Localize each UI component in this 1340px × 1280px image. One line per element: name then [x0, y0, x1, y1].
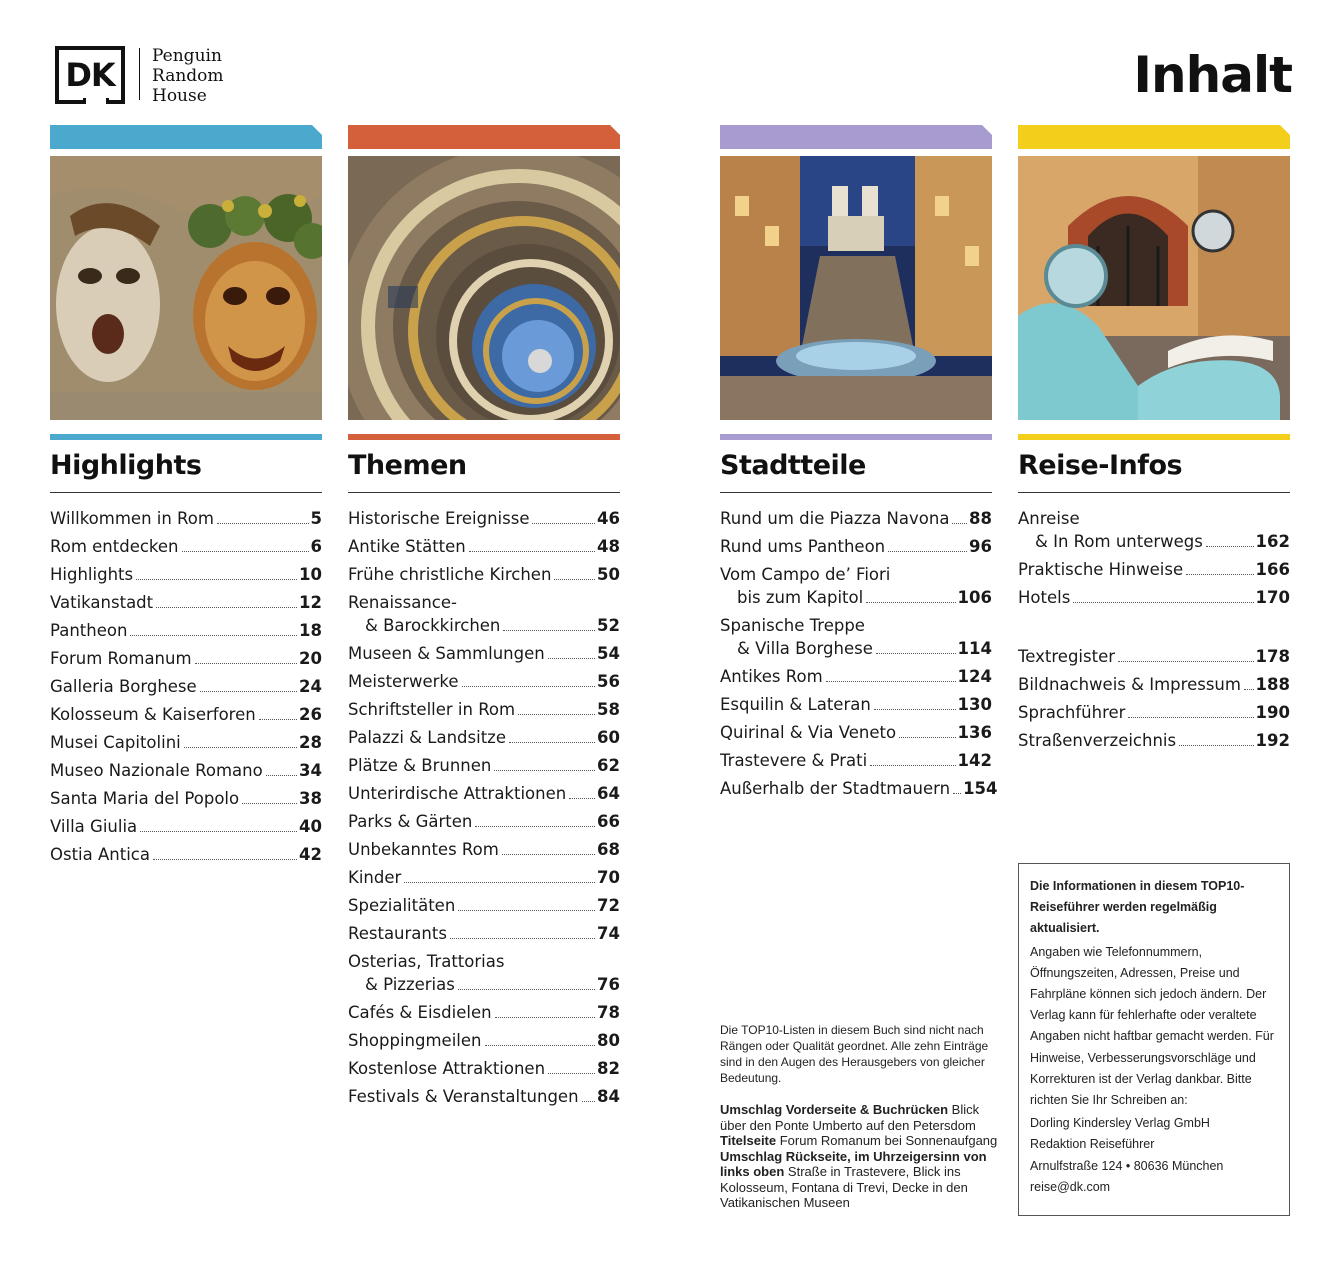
toc-entry-label: Museo Nazionale Romano	[50, 761, 263, 780]
toc-entry-label: Palazzi & Landsitze	[348, 728, 506, 747]
toc-entry[interactable]	[348, 838, 620, 861]
spiral-staircase-illustration	[348, 156, 620, 420]
toc-page-number: 84	[597, 1087, 620, 1106]
toc-entry-label: Festivals & Veranstaltungen	[348, 1087, 579, 1106]
toc-spacer	[1018, 614, 1290, 640]
toc-entry[interactable]	[50, 787, 322, 810]
logo-divider	[139, 48, 140, 100]
toc-entry-label: Sprachführer	[1018, 703, 1126, 722]
toc-entry[interactable]	[720, 563, 992, 609]
toc-entry-label: Bildnachweis & Impressum	[1018, 675, 1241, 694]
spanish-steps-image	[720, 156, 992, 420]
cover-credit-heading: Umschlag Vorderseite & Buchrücken	[720, 1102, 949, 1117]
toc-column-themen	[348, 125, 620, 1113]
toc-page-number: 46	[597, 509, 620, 528]
title-underline	[720, 492, 992, 493]
cover-credit-heading: Umschlag Rückseite, im Uhrzeigersinn von links oben	[720, 1148, 987, 1179]
toc-entry-label: Willkommen in Rom	[50, 509, 214, 528]
toc-entry[interactable]	[348, 535, 620, 558]
section-title: Reise-Infos	[1018, 450, 1183, 481]
leader-dots	[518, 714, 595, 715]
toc-list	[720, 507, 998, 800]
toc-entry-label: Renaissance-	[348, 593, 457, 612]
leader-dots	[1128, 717, 1253, 718]
cover-credits	[720, 1102, 1000, 1211]
leader-dots	[870, 765, 955, 766]
spiral-staircase-image	[348, 156, 620, 420]
leader-dots	[1118, 661, 1254, 662]
toc-list	[348, 507, 620, 1108]
toc-page-number: 76	[597, 975, 620, 994]
toc-page-number: 68	[597, 840, 620, 859]
toc-entry[interactable]	[348, 922, 620, 945]
toc-entry-label: Unterirdische Attraktionen	[348, 784, 567, 803]
leader-dots	[548, 658, 595, 659]
toc-entry[interactable]	[348, 950, 620, 996]
toc-entry[interactable]	[348, 1029, 620, 1052]
toc-page-number: 40	[299, 817, 322, 836]
toc-entry[interactable]	[50, 591, 322, 614]
leader-dots	[826, 681, 956, 682]
toc-page-number: 78	[597, 1003, 620, 1022]
toc-entry-line	[348, 950, 620, 973]
leader-dots	[503, 630, 595, 631]
vespa-scooter-image	[1018, 156, 1290, 420]
toc-entry[interactable]	[1018, 673, 1290, 696]
toc-entry-label: Pantheon	[50, 621, 128, 640]
toc-page-number: 72	[597, 896, 620, 915]
leader-dots	[462, 686, 596, 687]
toc-page-number: 162	[1255, 532, 1290, 551]
toc-page-number: 6	[310, 537, 322, 556]
color-tab	[720, 125, 992, 149]
toc-entry-label: Osterias, Trattorias	[348, 952, 505, 971]
leader-dots	[217, 523, 309, 524]
toc-entry[interactable]	[50, 507, 322, 530]
leader-dots	[130, 635, 297, 636]
toc-entry-label: Shoppingmeilen	[348, 1031, 482, 1050]
leader-dots	[458, 910, 595, 911]
toc-entry[interactable]	[720, 507, 992, 530]
toc-entry[interactable]	[348, 670, 620, 693]
toc-list	[50, 507, 322, 866]
leader-dots	[554, 579, 595, 580]
toc-page-number: 64	[597, 784, 620, 803]
toc-entry-label: Spezialitäten	[348, 896, 456, 915]
title-underline	[50, 492, 322, 493]
cover-credit	[720, 1102, 1000, 1133]
color-tab	[348, 125, 620, 149]
cover-credit-heading: Titelseite	[720, 1133, 777, 1148]
toc-entry-label: Spanische Treppe	[720, 616, 865, 635]
toc-entry-label: Meisterwerke	[348, 672, 459, 691]
toc-page-number: 82	[597, 1059, 620, 1078]
toc-entry-label: Trastevere & Prati	[720, 751, 868, 770]
toc-entry-label: Esquilin & Lateran	[720, 695, 871, 714]
toc-entry-label: Forum Romanum	[50, 649, 192, 668]
toc-entry-line	[1018, 507, 1290, 530]
publisher-name-line: Penguin	[152, 46, 222, 66]
toc-page-number: 74	[597, 924, 620, 943]
vespa-scooter-illustration	[1018, 156, 1290, 420]
toc-entry[interactable]	[720, 721, 992, 744]
toc-entry[interactable]	[348, 726, 620, 749]
page-title: Inhalt	[1133, 46, 1292, 104]
toc-page-number: 88	[969, 509, 992, 528]
toc-entry-label: & In Rom unterwegs	[1035, 532, 1203, 551]
toc-page-number: 192	[1255, 731, 1290, 750]
toc-entry[interactable]	[50, 675, 322, 698]
toc-page-number: 142	[957, 751, 992, 770]
toc-entry-label: Restaurants	[348, 924, 447, 943]
toc-entry-label: Außerhalb der Stadtmauern	[720, 779, 951, 798]
toc-entry[interactable]	[348, 698, 620, 721]
toc-page-number: 62	[597, 756, 620, 775]
leader-dots	[140, 831, 297, 832]
toc-page-number: 54	[597, 644, 620, 663]
leader-dots	[450, 938, 595, 939]
toc-page-number: 190	[1255, 703, 1290, 722]
top10-note: Die TOP10-Listen in diesem Buch sind nicht nach Rängen oder Qualität geordnet. Alle zehn Einträge sind in den Augen des Herausgebers von gleicher Bedeutung.	[720, 1023, 989, 1085]
leader-dots	[469, 551, 595, 552]
toc-entry-label: Rund um die Piazza Navona	[720, 509, 950, 528]
info-body: Angaben wie Telefonnummern, Öffnungszeiten, Adressen, Preise und Fahrpläne können sich jedoch ändern. Der Verlag kann für fehlerhafte oder veraltete Angaben nicht haftbar gemacht werden. Für Hinweise, Verbesserungsvorschläge und Korrekturen ist der Verlag dankbar. Bitte richten Sie Ihr Schreiben an:	[1030, 944, 1274, 1108]
leader-dots	[494, 770, 595, 771]
color-rule	[1018, 434, 1290, 440]
toc-page-number: 96	[969, 537, 992, 556]
toc-entry-label: Santa Maria del Popolo	[50, 789, 240, 808]
toc-entry[interactable]	[50, 731, 322, 754]
toc-entry-label: Highlights	[50, 565, 134, 584]
title-underline	[1018, 492, 1290, 493]
leader-dots	[136, 579, 297, 580]
color-rule	[348, 434, 620, 440]
leader-dots	[495, 1017, 595, 1018]
toc-entry-label: & Villa Borghese	[737, 639, 873, 658]
leader-dots	[1073, 602, 1253, 603]
toc-entry[interactable]	[348, 591, 620, 637]
leader-dots	[952, 523, 967, 524]
toc-entry[interactable]	[348, 642, 620, 665]
toc-entry-label: Kinder	[348, 868, 402, 887]
leader-dots	[266, 775, 297, 776]
toc-entry[interactable]	[720, 665, 992, 688]
toc-entry[interactable]	[348, 754, 620, 777]
toc-entry-label: Praktische Hinweise	[1018, 560, 1184, 579]
toc-page-number: 166	[1255, 560, 1290, 579]
toc-entry[interactable]	[348, 1001, 620, 1024]
color-tab	[1018, 125, 1290, 149]
toc-entry-label: Musei Capitolini	[50, 733, 181, 752]
toc-entry[interactable]	[348, 1085, 620, 1108]
color-tab	[50, 125, 322, 149]
cover-credit-text: Forum Romanum bei Sonnenaufgang	[776, 1133, 998, 1148]
toc-entry[interactable]	[348, 563, 620, 586]
toc-entry-label: Antikes Rom	[720, 667, 823, 686]
toc-entry[interactable]	[720, 614, 992, 660]
address-line: Redaktion Reiseführer	[1030, 1137, 1155, 1152]
leader-dots	[1244, 689, 1254, 690]
toc-page-number: 38	[299, 789, 322, 808]
toc-page-number: 42	[299, 845, 322, 864]
toc-entry-line	[720, 614, 992, 637]
toc-entry-label: Unbekanntes Rom	[348, 840, 499, 859]
toc-entry[interactable]	[50, 843, 322, 866]
toc-entry[interactable]	[720, 693, 992, 716]
info-heading: Die Informationen in diesem TOP10-Reiseführer werden regelmäßig aktualisiert.	[1030, 879, 1245, 936]
toc-column-reiseinfos	[1018, 125, 1290, 757]
toc-entry[interactable]	[348, 1057, 620, 1080]
toc-entry-label: Cafés & Eisdielen	[348, 1003, 492, 1022]
color-rule	[50, 434, 322, 440]
title-underline	[348, 492, 620, 493]
leader-dots	[153, 859, 297, 860]
toc-entry-label: Vom Campo de’ Fiori	[720, 565, 891, 584]
toc-page-number: 106	[957, 588, 992, 607]
leader-dots	[899, 737, 955, 738]
dk-logo-mark	[55, 46, 125, 104]
leader-dots	[242, 803, 297, 804]
leader-dots	[184, 747, 297, 748]
address-line: Dorling Kindersley Verlag GmbH	[1030, 1116, 1210, 1131]
toc-page-number: 26	[299, 705, 322, 724]
leader-dots	[509, 742, 595, 743]
toc-entry-label: Quirinal & Via Veneto	[720, 723, 897, 742]
toc-entry[interactable]	[50, 535, 322, 558]
toc-entry-label: & Barockkirchen	[365, 616, 501, 635]
toc-entry[interactable]	[348, 507, 620, 530]
toc-page-number: 58	[597, 700, 620, 719]
publisher-name	[152, 46, 224, 106]
toc-column-stadtteile	[720, 125, 998, 805]
leader-dots	[259, 719, 297, 720]
toc-entry-line	[720, 637, 992, 660]
leader-dots	[569, 798, 595, 799]
toc-entry[interactable]	[1018, 507, 1290, 553]
toc-entry[interactable]	[720, 777, 998, 800]
toc-entry-line	[348, 614, 620, 637]
toc-page-number: 170	[1255, 588, 1290, 607]
section-title: Stadtteile	[720, 450, 866, 481]
toc-page-number: 10	[299, 565, 322, 584]
toc-entry[interactable]	[348, 866, 620, 889]
leader-dots	[1206, 546, 1254, 547]
toc-entry-label: Plätze & Brunnen	[348, 756, 492, 775]
leader-dots	[404, 882, 595, 883]
toc-page-number: 24	[299, 677, 322, 696]
toc-page-number: 12	[299, 593, 322, 612]
toc-page-number: 52	[597, 616, 620, 635]
toc-entry-label: bis zum Kapitol	[737, 588, 864, 607]
spanish-steps-illustration	[720, 156, 992, 420]
toc-page-number: 80	[597, 1031, 620, 1050]
toc-entry[interactable]	[50, 647, 322, 670]
toc-entry-line	[720, 563, 992, 586]
leader-dots	[156, 607, 297, 608]
leader-dots	[888, 551, 967, 552]
toc-entry-label: Straßenverzeichnis	[1018, 731, 1177, 750]
cover-credit-text: Straße in Trastevere, Blick ins Kolosseum, Fontana di Trevi, Decke in den Vatikanischen Museen	[720, 1164, 968, 1210]
toc-entry-label: Parks & Gärten	[348, 812, 473, 831]
toc-entry-line	[348, 591, 620, 614]
leader-dots	[458, 989, 595, 990]
toc-page-number: 60	[597, 728, 620, 747]
toc-entry[interactable]	[50, 619, 322, 642]
leader-dots	[866, 602, 955, 603]
toc-entry[interactable]	[720, 535, 992, 558]
mosaic-masks-image	[50, 156, 322, 420]
toc-entry[interactable]	[1018, 701, 1290, 724]
toc-entry-label: Museen & Sammlungen	[348, 644, 545, 663]
toc-entry-label: Villa Giulia	[50, 817, 138, 836]
toc-page-number: 18	[299, 621, 322, 640]
toc-entry-label: Rund ums Pantheon	[720, 537, 886, 556]
leader-dots	[532, 523, 595, 524]
leader-dots	[1186, 574, 1253, 575]
leader-dots	[548, 1073, 595, 1074]
toc-page-number: 66	[597, 812, 620, 831]
toc-page-number: 50	[597, 565, 620, 584]
leader-dots	[200, 691, 297, 692]
address-line: reise@dk.com	[1030, 1179, 1111, 1194]
toc-entry[interactable]	[50, 759, 322, 782]
toc-entry[interactable]	[1018, 645, 1290, 668]
leader-dots	[475, 826, 595, 827]
toc-entry[interactable]	[50, 563, 322, 586]
toc-entry-label: & Pizzerias	[365, 975, 455, 994]
leader-dots	[485, 1045, 596, 1046]
address-line: Arnulfstraße 124 • 80636 München	[1030, 1158, 1224, 1173]
leader-dots	[182, 551, 309, 552]
toc-entry-label: Hotels	[1018, 588, 1071, 607]
dk-logo-letters: DK	[65, 56, 115, 94]
toc-entry-label: Anreise	[1018, 509, 1080, 528]
toc-entry-label: Rom entdecken	[50, 537, 179, 556]
toc-entry-label: Galleria Borghese	[50, 677, 197, 696]
cover-credit	[720, 1133, 1000, 1149]
leader-dots	[582, 1101, 595, 1102]
toc-page-number: 130	[957, 695, 992, 714]
toc-entry-label: Kolosseum & Kaiserforen	[50, 705, 256, 724]
toc-page-number: 20	[299, 649, 322, 668]
toc-entry[interactable]	[50, 815, 322, 838]
toc-page-number: 154	[963, 779, 998, 798]
toc-entry-line	[720, 586, 992, 609]
toc-list	[1018, 507, 1290, 752]
toc-entry-label: Frühe christliche Kirchen	[348, 565, 552, 584]
cover-credit	[720, 1149, 1000, 1211]
leader-dots	[1179, 745, 1253, 746]
toc-entry[interactable]	[1018, 729, 1290, 752]
toc-page-number: 34	[299, 761, 322, 780]
toc-page-number: 114	[957, 639, 992, 658]
mosaic-masks-illustration	[50, 156, 322, 420]
toc-page-number: 28	[299, 733, 322, 752]
toc-entry[interactable]	[348, 894, 620, 917]
section-title: Themen	[348, 450, 467, 481]
leader-dots	[953, 793, 961, 794]
toc-page-number: 48	[597, 537, 620, 556]
toc-column-highlights	[50, 125, 322, 871]
toc-entry-label: Textregister	[1018, 647, 1116, 666]
leader-dots	[874, 709, 956, 710]
toc-entry[interactable]	[1018, 558, 1290, 581]
toc-entry[interactable]	[720, 749, 992, 772]
toc-entry[interactable]	[50, 703, 322, 726]
cover-credit-text: Blick über den Ponte Umberto auf den Petersdom	[720, 1102, 980, 1133]
toc-entry-label: Antike Stätten	[348, 537, 466, 556]
info-address	[1030, 1113, 1279, 1198]
toc-entry[interactable]	[348, 782, 620, 805]
toc-entry-label: Ostia Antica	[50, 845, 150, 864]
toc-page-number: 188	[1255, 675, 1290, 694]
section-title: Highlights	[50, 450, 202, 481]
toc-entry[interactable]	[348, 810, 620, 833]
toc-page-number: 70	[597, 868, 620, 887]
leader-dots	[502, 854, 595, 855]
leader-dots	[195, 663, 297, 664]
publisher-logo	[55, 46, 224, 106]
toc-page-number: 178	[1255, 647, 1290, 666]
publisher-name-line: Random	[152, 66, 224, 86]
toc-entry[interactable]	[1018, 586, 1290, 609]
toc-page-number: 124	[957, 667, 992, 686]
leader-dots	[876, 653, 956, 654]
color-rule	[720, 434, 992, 440]
toc-page-number: 5	[310, 509, 322, 528]
update-info-box	[1018, 863, 1290, 1216]
toc-page-number: 56	[597, 672, 620, 691]
toc-entry-line	[1018, 530, 1290, 553]
toc-entry-label: Historische Ereignisse	[348, 509, 530, 528]
publisher-name-line: House	[152, 86, 207, 106]
toc-page-number: 136	[957, 723, 992, 742]
toc-entry-label: Kostenlose Attraktionen	[348, 1059, 546, 1078]
toc-entry-line	[348, 973, 620, 996]
toc-entry-label: Schriftsteller in Rom	[348, 700, 516, 719]
toc-entry-label: Vatikanstadt	[50, 593, 154, 612]
